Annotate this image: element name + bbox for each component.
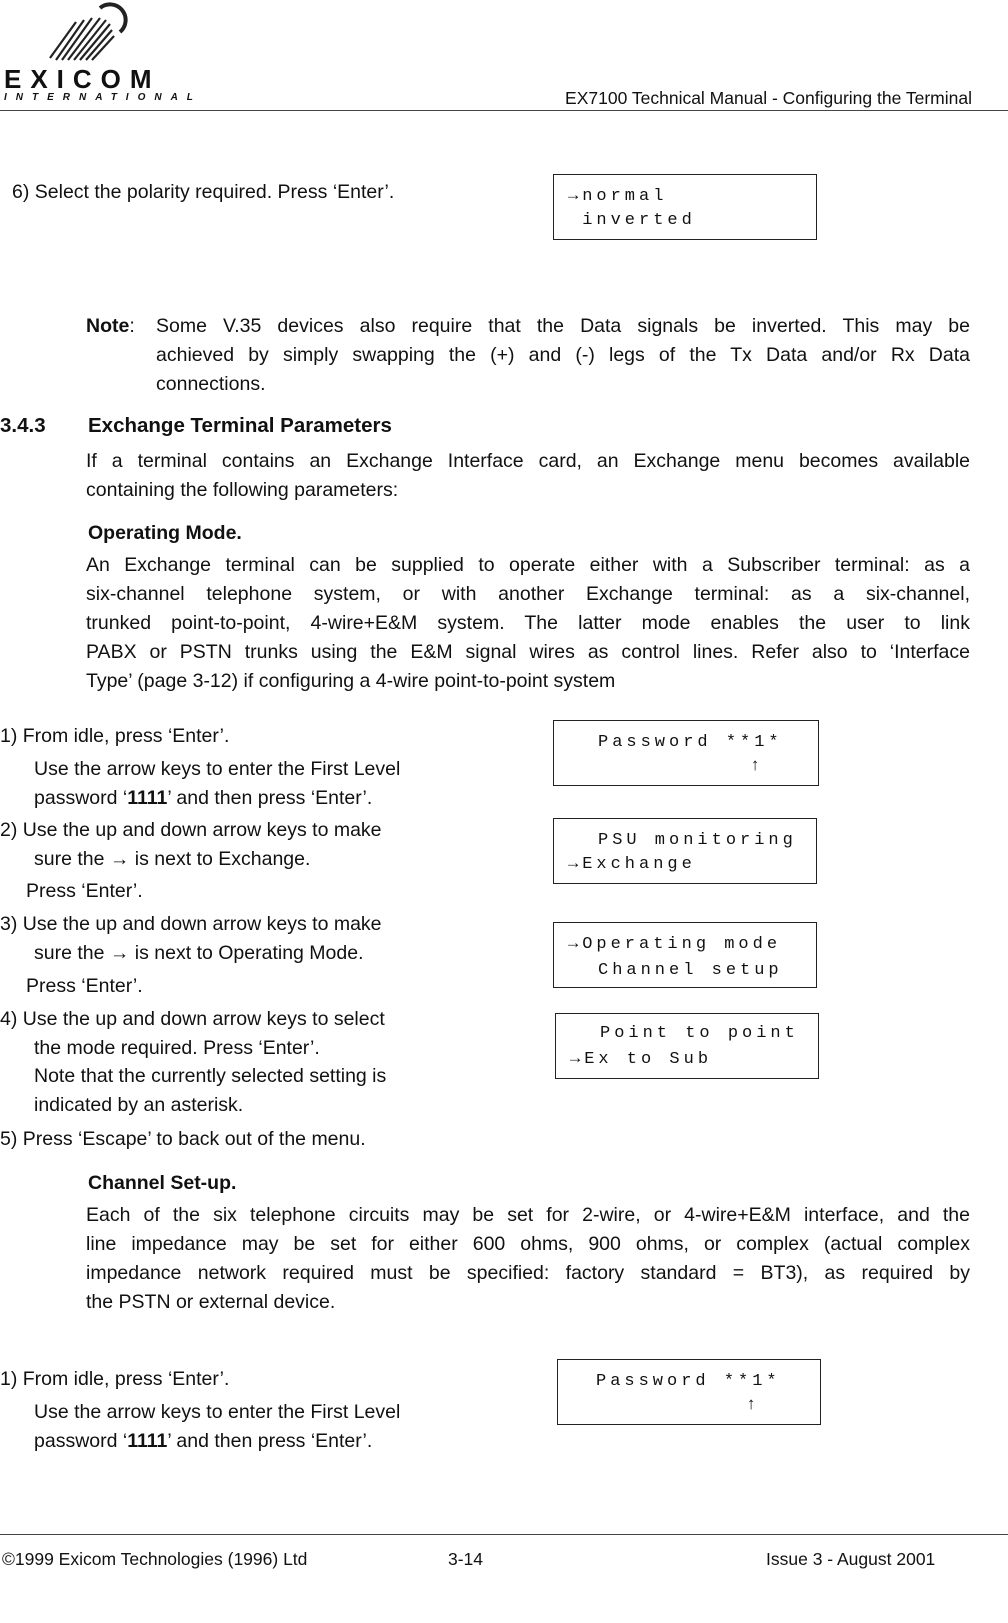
step-a-4b: the mode required. Press ‘Enter’. [34, 1037, 320, 1059]
lcd-line-2: inverted [568, 211, 696, 230]
lcd-line-1: PSU monitoring [598, 831, 797, 850]
logo-subtitle: INTERNATIONAL [4, 92, 202, 103]
operating-mode-line-5: Type’ (page 3-12) if configuring a 4-wire point-to-point system [86, 670, 616, 692]
step-a-2a: 2) Use the up and down arrow keys to make [0, 819, 382, 841]
lcd-point-to-point [555, 1013, 819, 1079]
step-b-1c-pre: password ‘ [34, 1430, 128, 1452]
step6-text: 6) Select the polarity required. Press ‘Enter’. [12, 181, 395, 203]
lcd-cursor-arrow: ↑ [750, 757, 765, 776]
channel-setup-line-4: the PSTN or external device. [86, 1291, 336, 1313]
channel-setup-heading: Channel Set-up. [88, 1172, 237, 1194]
footer-copyright: ©1999 Exicom Technologies (1996) Ltd [2, 1549, 308, 1569]
step-a-4c: Note that the currently selected setting is [34, 1065, 387, 1087]
lcd-psu-exchange [553, 818, 817, 884]
step-b-1c [34, 1427, 372, 1456]
lcd-line-1: →normal [568, 187, 668, 206]
password-value: 1111 [127, 1430, 168, 1452]
lcd-cursor-arrow: ↑ [746, 1396, 761, 1415]
footer-rule [0, 1534, 1008, 1535]
channel-setup-line-3: impedance network required must be specified: factory standard = BT3), as required by [86, 1262, 970, 1284]
lcd-line-2: →Exchange [568, 855, 696, 874]
company-logo [2, 0, 202, 106]
operating-mode-line-4: PABX or PSTN trunks using the E&M signal wires as control lines. Refer also to ‘Interface [86, 641, 970, 663]
step-b-1a: 1) From idle, press ‘Enter’. [0, 1368, 230, 1390]
note-line-3: connections. [156, 373, 266, 395]
step-a-2b: sure the → is next to Exchange. [34, 848, 311, 870]
password-value: 1111 [127, 787, 168, 809]
section-intro-2: containing the following parameters: [86, 479, 399, 501]
note-colon: : [129, 315, 135, 337]
step-b-1b: Use the arrow keys to enter the First Level [34, 1401, 401, 1423]
step-a-3b: sure the → is next to Operating Mode. [34, 942, 364, 964]
step-a-1c-post: ’ and then press ‘Enter’. [167, 787, 373, 809]
step-a-3c: Press ‘Enter’. [26, 975, 143, 997]
step-b-1c-post: ’ and then press ‘Enter’. [167, 1430, 373, 1452]
lcd-line-1: Password **1* [596, 1372, 781, 1391]
step-a-2c: Press ‘Enter’. [26, 880, 143, 902]
footer-page-number: 3-14 [448, 1549, 484, 1569]
lcd-line-1: Point to point [600, 1024, 799, 1043]
section-title: Exchange Terminal Parameters [88, 414, 392, 437]
lcd-password-2 [557, 1359, 821, 1425]
lcd-operating-mode [553, 922, 817, 988]
header-rule [0, 110, 1008, 111]
step-a-1a: 1) From idle, press ‘Enter’. [0, 725, 230, 747]
section-intro-1: If a terminal contains an Exchange Interface card, an Exchange menu becomes available [86, 450, 970, 472]
step-a-1c [34, 784, 372, 813]
lcd-password-1 [553, 720, 819, 786]
step-a-4d: indicated by an asterisk. [34, 1094, 244, 1116]
page-header-title: EX7100 Technical Manual - Configuring the Terminal [565, 88, 972, 108]
step-a-1c-pre: password ‘ [34, 787, 128, 809]
note-label-text: Note [86, 315, 130, 337]
note-line-1: Some V.35 devices also require that the Data signals be inverted. This may be [156, 315, 970, 337]
operating-mode-line-3: trunked point-to-point, 4-wire+E&M system. The latter mode enables the user to link [86, 612, 970, 634]
lcd-line-1: Password **1* [598, 733, 783, 752]
step-a-4a: 4) Use the up and down arrow keys to select [0, 1008, 385, 1030]
step-a-3a: 3) Use the up and down arrow keys to make [0, 913, 382, 935]
operating-mode-line-1: An Exchange terminal can be supplied to operate either with a Subscriber terminal: as a [86, 554, 970, 576]
lcd-line-1: →Operating mode [568, 935, 782, 954]
channel-setup-line-1: Each of the six telephone circuits may be set for 2-wire, or 4-wire+E&M interface, and the [86, 1204, 970, 1226]
lcd-line-2: →Ex to Sub [570, 1050, 713, 1069]
channel-setup-line-2: line impedance may be set for either 600 ohms, 900 ohms, or complex (actual complex [86, 1233, 970, 1255]
operating-mode-line-2: six-channel telephone system, or with another Exchange terminal: as a six-channel, [86, 583, 970, 605]
section-number: 3.4.3 [0, 414, 46, 437]
operating-mode-heading: Operating Mode. [88, 522, 242, 544]
logo-name: EXICOM [4, 64, 161, 94]
lcd-polarity [553, 174, 817, 240]
lcd-line-2: Channel setup [598, 961, 783, 980]
step-a-5: 5) Press ‘Escape’ to back out of the menu. [0, 1128, 366, 1150]
footer-issue: Issue 3 - August 2001 [766, 1549, 936, 1569]
step-a-1b: Use the arrow keys to enter the First Level [34, 758, 401, 780]
note-label [86, 312, 135, 341]
note-line-2: achieved by simply swapping the (+) and (-) legs of the Tx Data and/or Rx Data [156, 344, 970, 366]
